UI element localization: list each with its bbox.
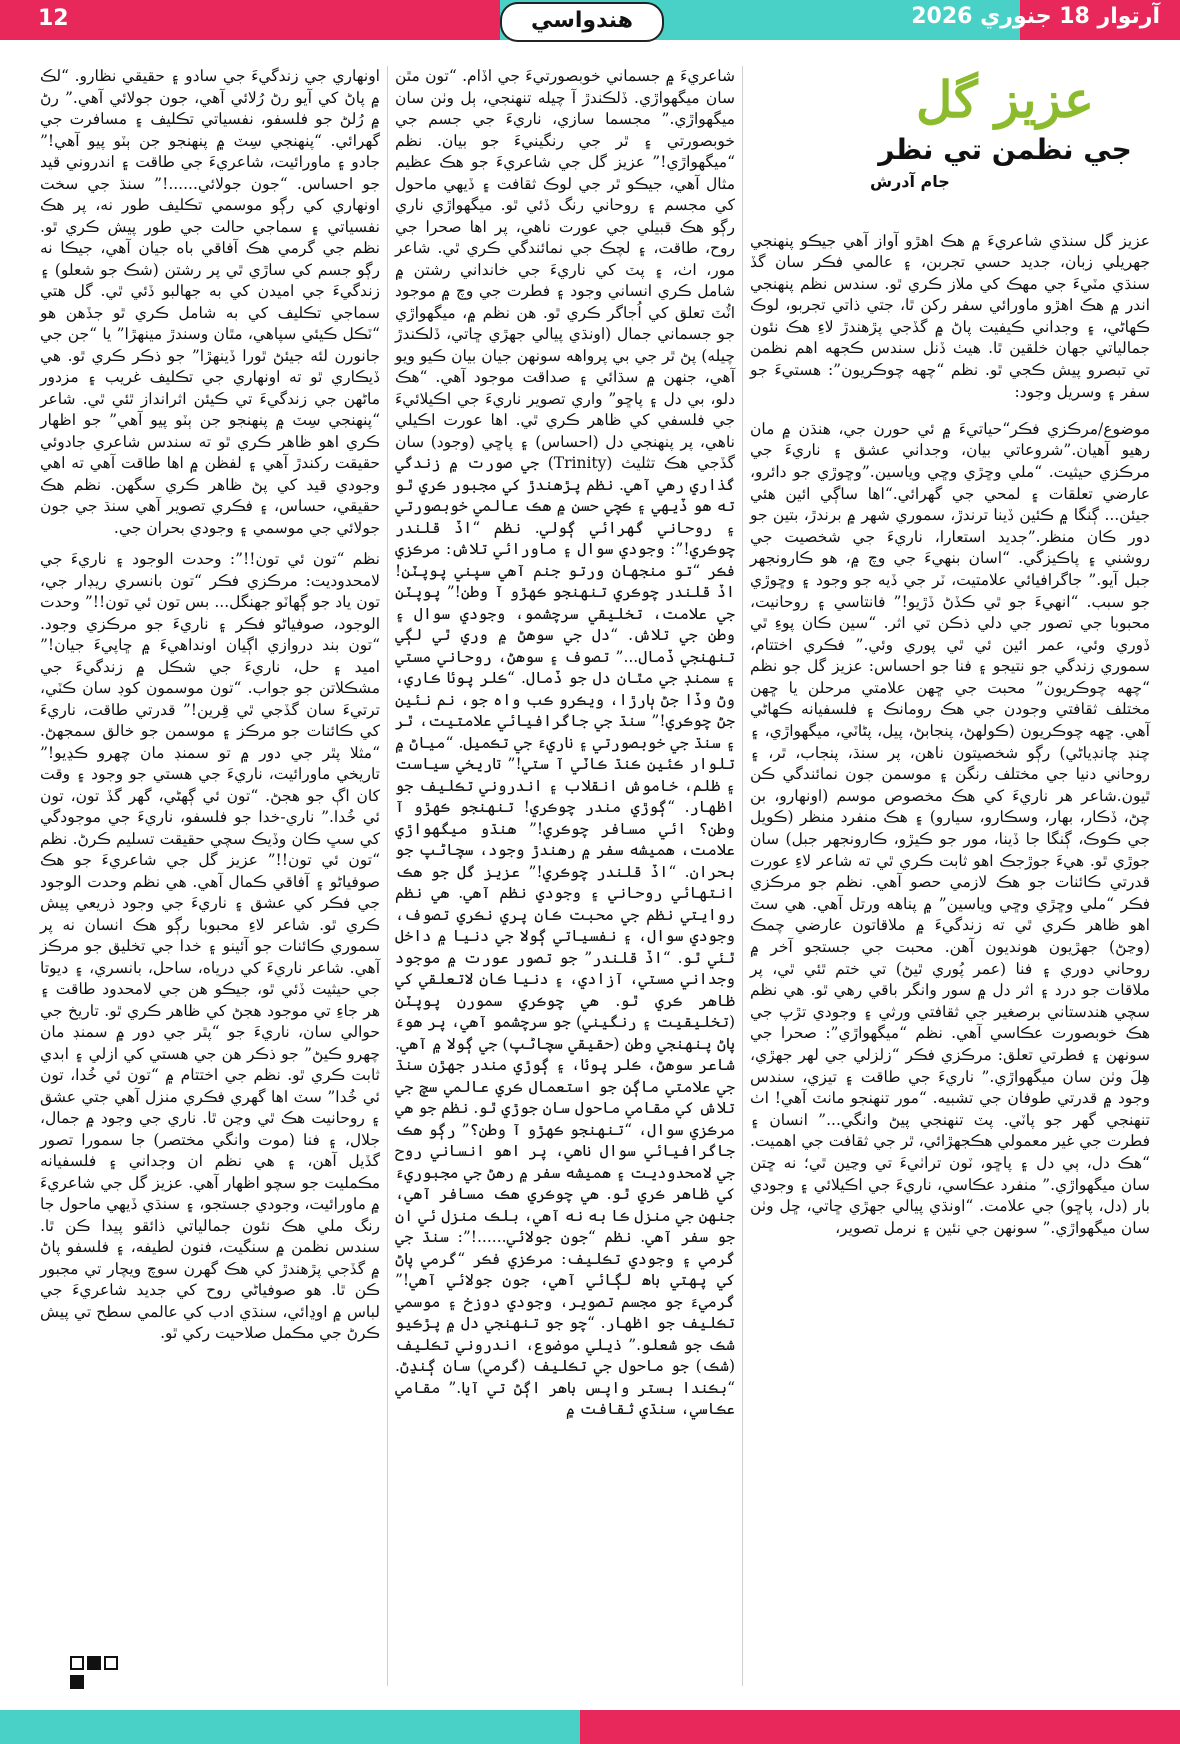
- column-middle-paragraph: شاعريءَ ۾ جسماني خوبصورتيءَ جي اڏام. “تون مٿن سان ميگهواڙي. ڏلڪندڙ آ چيله تنهنجي، ٻل وٺن سان ميگهواڙي.” مجسما سازي، ناريءَ جي جسم جي خوبصورتي ۽ ٿر جي رنگينيءَ جو بيان. نظم “ميگهواڙي!” عزيز گل جي شاعريءَ جو هڪ عظيم مثال آهي، جيڪو ٿر جي لوڪ ثقافت ۽ ڏيهي ماحول کي مجسم ۽ روحاني رنگ ڏئي ٿو. ميگهواڙي ناري رڳو هڪ قبيلي جي عورت ناهي، پر اها صحرا جي روح، طاقت، ۽ لچڪ جي نمائندگي ڪري ٿي. شاعر مور، اٺ، ۽ پٽ کي ناريءَ جي خانداني رشتن ۾ شامل ڪري انساني وجود ۽ فطرت جي وچ ۾ موجود اٽُٽ تعلق کي اُجاگر ڪري ٿو. هن نظم ۾، ميگهواڙي جو جسماني جمال (اونڌي پيالي جهڙي ڇاتي، ڏلڪندڙ چيله) پڻ ٿر جي بي پرواهه سونهن جيان بيان ڪيو ويو آهي، جنهن ۾ سڌائي ۽ صداقت موجود آهي. “هڪ دلو، بي دل ۽ پاڇو” واري تصوير ناريءَ جي اڪيلائيءَ جي فلسفي کي ظاهر ڪري ٿي. اها عورت اڪيلي ناهي، پر پنهنجي دل (احساس) ۽ پاڇي (وجود) سان گڏجي هڪ تثليث (Trinity) جي صورت ۾ زندگي گذاري رهي آهي. نظم پڙهندڙ کي مجبور ڪري ٿو ته هو ڏيهي ۽ ڪچي حسن ۾ هڪ عالمي خوبصورتي ۽ روحاني گهرائي ڳولي. نظم “اڏ قلندر چوڪري!”: وجودي سوال ۽ ماورائي تلاش: مرڪزي فڪر “تو منجهان ورتو جنم آهي سپني پوپٽن! اڏ قلندر چوڪري تنهنجو ڪهڙو آ وطن!” پوپٽن جي علامت، تخليقي سرچشمو، وجودي سوال ۽ وطن جي تلاش. “دل جي سوهڻ ۾ وري ٿي لڳي تنهنجي ڏمال...” تصوف ۽ سوهڻ، روحاني مستي ۽ سمنڊ جي مٿان دل جو ڏمال. “ڪلر پوئا ڪاري، وڻ وڏا جڻ ٻارڙا، ويڪرو ڪب واه جو، نم نئين جڻ چوڪري!” سنڌ جي جاگرافيائي علامتيت، ٿر ۽ سنڌ جي خوبصورتي ۽ ناريءَ جي تڪميل. “مياڻ ۾ تلوار ڪئين ڪنڌ ڪاٽي آ ستي!” تاريخي سياست ۽ ظلم، خاموش انقلاب ۽ اندروني تڪليف جو اظهار. “ڳوڙي مندر چوڪري! تنهنجو ڪهڙو آ وطن؟ ائي مسافر چوڪري!” هنڌو ميگهواڙي علامت، هميشه سفر ۾ رهندڙ وجود، سچاڻپ جو بحران. “اڏ قلندر چوڪري!” عزيز گل جو هڪ انتهائي روحاني ۽ وجودي نظم آهي. هي نظم روايتي نظم جي محبت ڪان پري نڪري تصوف، وجودي سوال، ۽ نفسياتي ڳولا جي دنيا ۾ داخل ٿئي ٿو. “اڏ قلندر” جو تصور عورت ۾ موجود وجداني مستي، آزادي، ۽ دنيا ڪان لاتعلقي کي ظاهر ڪري ٿو. هي چوڪري سمورن پوپٽن (تخليقيت ۽ رنگيني) جو سرچشمو آهي، پر هوءَ پاڻ پنهنجي وطن (حقيقي سچاڻپ) جي ڳولا ۾ آهي. شاعر سوهڻ، ڪلر پوئا، ۽ ڳوڙي مندر جهڙن سنڌ جي علامتي ماڳن جو استعمال ڪري عالمي سچ جي تلاش کي مقامي ماحول سان جوڙي ٿو. نظم جو هي مرڪزي سوال، “تنهنجو ڪهڙو آ وطن؟” رڳو هڪ جاگرافيائي سوال ناهي، پر اهو انساني روح جي لامحدوديت ۽ هميشه سفر ۾ رهڻ جي مجبوريءَ کي ظاهر ڪري ٿو. هي چوڪري هڪ مسافر آهي، جنهن جي منزل ڪا به نه آهي، بلڪ منزل ئي ان جو سفر آهي. نظم “جون جولائي......!”: سنڌ جي گرمي ۽ وجودي تڪليف: مرڪزي فڪر “گرمي پاڻ کي پهتي باھ لڳائي آهي، جون جولائي آهي!” گرميءَ جو مجسم تصوير، وجودي دوزخ ۽ موسمي تڪليف جو اظهار. “چو جو تنهنجي دل ۾ پڙڪيو شڪ جو شعلو.” ذيلي موضوع، اندروني تڪليف (شڪ) جو ماحول جي تڪليف (گرمي) سان ڳنڍڻ. “بڪندا بستر واپس باهر اڳڻ تي آيا.” مقامي عڪاسي، سنڌي ثقافت ۾: [395, 67, 736, 1418]
- page-number: 12: [38, 6, 69, 31]
- author-byline: جام آدرش: [870, 172, 950, 191]
- dateline: آرتوار 18 جنوري 2026: [911, 4, 1160, 29]
- end-of-article-mark-icon: [70, 1655, 130, 1671]
- bottom-bar-pink: [580, 1710, 1180, 1744]
- column-divider: [387, 66, 388, 1686]
- bottom-color-bar: [0, 1710, 1180, 1744]
- paragraph-gap: [40, 539, 380, 549]
- column-right-paragraph: موضوع/مرڪزي فڪر“حياتيءَ ۾ ئي حورن جي، هنڌن ۾ مان رهيو آهيان.”شروعاتي بيان، وجداني عشق ۽ ناريءَ جي مرڪزي حيثيت. “ملي وڇڙي وڇي وياسين.”وڇوڙي جو دائرو، عارضي تعلقات ۽ لمحي جي گهرائي.“اها ساڳي ائين هئي جيئن... ڳنگا ۾ ڪئين ڏينا ترندڙ، سموري شهر ۾ برندڙ، بتين جو دور ڪان منظر.”جديد استعارا، ناريءَ جي شخصيت جي روشني ۽ پاڪيزگي. “اسان بنهيءَ جي وچ ۾، هو ڪارونجهر جبل آيو.” جاگرافيائي علامتيت، ٽر جي ڏيه جو وجود ۽ وڇوڙي جو سبب. “انهيءَ جو ٿي ڪڏڻ ڏڙيو!” فانتاسي ۽ روحانيت، محبوبا جي تصور جي دلي ذڪن تي اثر. “سين ڪان پوءِ ٿي ڏوري وئي، عمر ائين ئي ٿي پوري وئي.” فڪري اختتام، سموري زندگي جو نتيجو ۽ فنا جو احساس: عزيز گل جو نظم “چهه چوڪريون” محبت جي ڇهن علامتي مرحلن يا ڇهن مختلف ثقافتي وجودن جي هڪ رومانڪ ۽ فلسفيانه ڪهاڻي آهي. ڇهه چوڪريون (ڪولهڻ، پنجابڻ، پيل، پڻاٽي، ميگهواڙي، ۽ چنڊ چانڊياڻي) رڳو شخصيتون ناهن، پر سنڌ، پنجاب، ٿر، ۽ روحاني دنيا جي مختلف رنگن ۽ موسمن جون نمائندگي ڪن ٿيون.شاعر هر ناريءَ کي هڪ مخصوص موسم (اونهارو، بن چڻ، ڏڪار، بهار، وسڪارو، سيارو) ۽ هڪ منفرد منظر (ڪويل جي ڪوڪ، ڳنگا جا ڏينا، مور جو ڪيڙو، ڪارونجهر جبل) سان جوڙي ٿو. هيءَ جوڙجڪ اهو ثابت ڪري ٿي ته شاعر لاءِ عورت قدرتي ڪائنات جو هڪ لازمي حصو آهي. نظم جو مرڪزي فڪر “ملي وڇڙي وڇي وياسين” ۾ پناهه ورتل آهي. هي سٽ اهو ظاهر ڪري ٿي ته زندگيءَ ۾ ملاقاتون عارضي چمڪ (وڃڻ) جهڙيون هونديون آهن. محبت جي جستجو آخر ۾ روحاني دوري ۽ فنا (عمر پُوري ٿيڻ) تي ختم ٿئي ٿي، پر ملاقات جو درد ۽ اثر دل ۾ سور وانگر باقي رهي ٿو. هي نظم سچي هندستاني برصغير جي ثقافتي ورثي ۽ وجودي تڙپ جي هڪ خوبصورت عڪاسي آهي. نظم “ميگهواڙي”: صحرا جي سونهن ۽ فطرتي تعلق: مرڪزي فڪر “زلزلي جي لهر جهڙي، هِلَ وٺن سان ميگهواڙي.” ناريءَ جي طاقت ۽ تيزي، سندس وجود ۾ قدرتي طوفان جي تشبيه. “مور تنهنجو مانٽ آهي! اٺ تنهنجي گهر جو پاٽي. پٽ تنهنجي پيڻ وانگي...” انسان ۽ فطرت جي غير معمولي هڪجهڙائي، ٿر جي ثقافت جي اهميت. “هڪ دل، ٻي دل ۽ پاڇو، ٽون تراٺيءَ تي وڃين ٿي؛ نه ڇتن سان ميگهواڙي.” منفرد عڪاسي، ناريءَ جي اڪيلائي ۽ وجودي بار (دل، پاڇو) جي علامت. “اونڌي پيالي جهڙي ڇاتي، ڇل وٺن سان ميگهواڙي.” سونهن جي نئين ۽ نرمل تصوير،: [750, 419, 1150, 1237]
- article-subtitle: جي نظمن تي نظر: [878, 133, 1132, 166]
- column-left-paragraph: اونهاري جي زندگيءَ جي سادو ۽ حقيقي نظارو. “لڪ ۾ پاڻ کي آيو رڻ رُلائي آهي، جون جولائي آهي.” رڻ ۾ رُلڻ جو فلسفو، نفسياتي تڪليف ۽ مسافرت جي گهرائي. “پنهنجي سِٽ ۾ پنهنجو جن ٻٽو پيو آهي!” جادو ۽ ماورائيت، شاعريءَ جي طاقت ۽ اندروني قيد جو احساس. “جون جولائي......!” سنڌ جي سخت اونهاري کي رڳو موسمي تڪليف طور نه، پر هڪ نفسياتي ۽ سماجي حالت جي طور پيش ڪري ٿو. نظم جي گرمي هڪ آفاقي باه جيان آهي، جيڪا نه رڳو جسم کي ساڙي ٿي پر رشتن (شڪ جو شعلو) ۽ زندگيءَ جي اميدن کي به جهالبو ڏئي ٿي. گل هتي سماجي تڪليف کي به شامل ڪري ٿو جڏهن هو “ٽڪل ڪيئي سپاهي، مٿان وسندڙ مينهڙا” يا “جن جي جانورن لئه جيئڻ ٿورا ڏينهڙا” جو ذڪر ڪري ٿو. هي ڏيڪاري ٿو ته اونهاري جي تڪليف غريب ۽ مزدور ماڻهن جي زندگيءَ تي ڪيئن اثرانداز ٿئي ٿي. شاعر “پنهنجي سِٽ ۾ پنهنجو جن ٻٽو پيو آهي” جو اظهار ڪري اهو ظاهر ڪري ٿو ته سندس شاعري جادوئي حقيقت رکندڙ آهي ۽ لفظن ۾ اها طاقت آهي ته اهي وجودي قيد کي پڻ ظاهر ڪري سگهن. نظم هڪ حقيقي، حساس، ۽ فڪري تصوير آهي سنڌ جي جون جولائي جي موسمي ۽ وجودي بحران جي.: [40, 67, 380, 537]
- article-title: عزيز گل: [915, 70, 1094, 129]
- top-color-bar: [0, 0, 1180, 40]
- article-header: [860, 70, 1150, 194]
- column-divider: [742, 66, 743, 1686]
- column-left: [40, 66, 380, 1345]
- column-left-paragraph: نظم “تون ئي تون!!”: وحدت الوجود ۽ ناريءَ جي لامحدوديت: مرڪزي فڪر “تون بانسري ريڊار جي، تون ياد جو ڳهاٽو جهنگل... بس تون ئي تون!!” وحدت الوجود، صوفياڻو فڪر ۽ ناريءَ جو مرڪزي وجود. “تون بند دروازي اڳيان اونداهيءَ ۾ ڇاپيءَ جيان!” اميد ۽ حل، ناريءَ جي شڪل ۾ زندگيءَ جي مشڪلاتن جو جواب. “تون موسمون کوڊ سان ڪٽي، ترتيءَ سان گڏجي ٿي قِرين!” قدرتي طاقت، ناريءَ کي ڪائنات جو مرڪز ۽ موسمن جو خالق سمجهڻ. “مثلا پٿر جي دور ۾ تو سمنڊ مان چهرو ڪڍيو!” تاريخي ماورائيت، ناريءَ جي هستي جو وجود ۽ وقت کان اڳ جو هجڻ. “تون ئي ڳهڻي، گهر گڏ تون، تون ئي خُدا.” ناري-خدا جو فلسفو، ناريءَ جي موجودگي کي سڀ ڪان وڏيڪ سچي حقيقت تسليم ڪرڻ. نظم “تون ئي تون!!” عزيز گل جي شاعريءَ جو هڪ صوفياڻو ۽ آفاقي ڪمال آهي. هي نظم وحدت الوجود جي فڪر کي عشق ۽ ناريءَ جي وجود ذريعي پيش ڪري ٿو. شاعر لاءِ محبوبا رڳو هڪ انسان نه پر سموري ڪائنات جو آئينو ۽ خدا جي تخليق جو مرڪز آهي. شاعر ناريءَ کي درياه، ساحل، بانسري، ۽ ديوتا جي حيثيت ڏئي ٿو، جيڪو هن جي لامحدود طاقت ۽ هر جاءِ تي موجود هجڻ کي ظاهر ڪري ٿو. تاريخ جي حوالي سان، ناريءَ جو “پٿر جي دور ۾ سمنڊ مان چهرو ڪيڻ” جو ذڪر هن جي هستي کي ازلي ۽ ابدي ثابت ڪري ٿو. نظم جي اختتام ۾ “تون ئي خُدا، تون ئي خُدا” سٽ اها گهري فڪري منزل آهي جتي عشق ۽ روحانيت هڪ ٿي وڃن ٿا. ناري جي وجود ۾ جمال، جلال، ۽ فنا (موت وانگي مختصر) جا سمورا تصور گڏيل آهن، ۽ هي نظم ان وجداني ۽ فلسفيانه مڪمليت جو سچو اظهار آهي. عزيز گل جي شاعريءَ ۾ ماورائيت، وجودي جستجو، ۽ سنڌي ڏيهي ماحول جا رنگ ملي هڪ نئون جمالياتي ذائقو پيدا ڪن ٿا. سندس نظمن ۾ سنگيت، فنون لطيفه، ۽ فلسفو پاڻ ۾ گڏجي پڙهندڙ کي هڪ گهرن سوچ ويچار تي مجبور ڪن ٿا. هو صوفياڻي روح کي جديد شاعريءَ جي لباس ۾ اوڍائي، سنڌي ادب کي عالمي سطح تي پيش ڪرڻ جي مڪمل صلاحيت رکي ٿو.: [40, 550, 380, 1342]
- column-middle: [395, 66, 735, 1421]
- bottom-bar-teal: [0, 1710, 580, 1744]
- column-right-paragraph: عزيز گل سنڌي شاعريءَ ۾ هڪ اهڙو آواز آهي جيڪو پنهنجي جهريلي زبان، جديد حسي تجربن، ۽ عالمي فڪر سان گڏ سنڌي مٽيءَ جي مهڪ کي ملاز ڪري ٿو. سندس نظم پنهنجي اندر ۾ هڪ اهڙو ماورائي سفر رکن ٿا، جتي ذاتي تجربو، لوڪ ڪهاڻي، ۽ وجداني ڪيفيت پاڻ ۾ گڏجي پڙهندڙ لاءِ هڪ نئون جمالياتي جهان خلقين ٿا. هيٺ ڏنل سندس ڪجهه اهم نظمن تي تبصرو پيش ڪجي ٿو. نظم “چهه چوڪريون”: هستيءَ جو سفر ۽ وسريل وجود:: [750, 231, 1150, 401]
- column-right: [750, 215, 1150, 1255]
- masthead-logo: هندواسي: [500, 2, 664, 42]
- top-bar-pink: [0, 0, 500, 40]
